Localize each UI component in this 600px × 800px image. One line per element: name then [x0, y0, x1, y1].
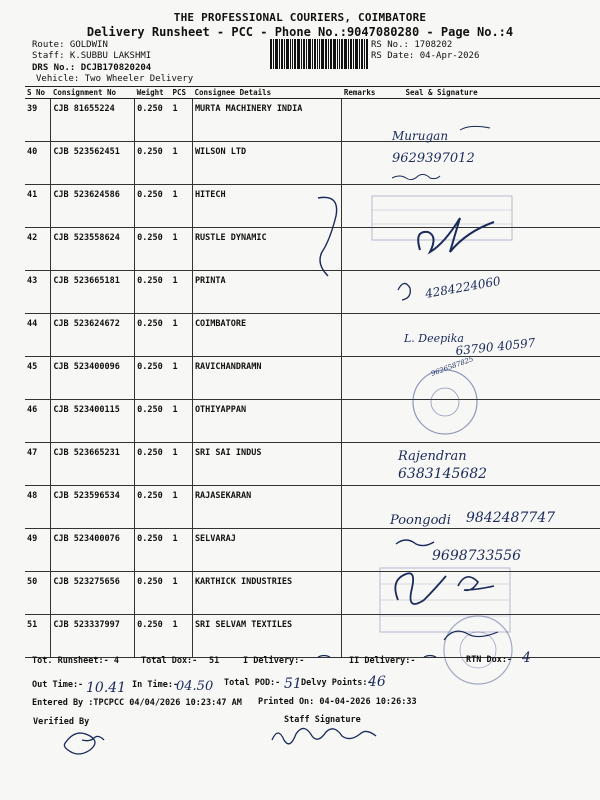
row-seal [377, 400, 600, 443]
delvy-points-label: Delvy Points:- [301, 678, 373, 688]
row-remarks [342, 271, 378, 314]
row-sno: 41 [25, 185, 51, 228]
company-title: THE PROFESSIONAL COURIERS, COIMBATORE [173, 11, 427, 24]
col-seal: Seal & Signature [377, 87, 600, 99]
row-seal [377, 142, 600, 185]
row-remarks [342, 357, 378, 400]
row-consignment: CJB 523400115 [51, 400, 135, 443]
row-remarks [342, 615, 378, 658]
row-weight: 0.250 [135, 400, 171, 443]
printed-on: Printed On: 04-04-2026 10:26:33 [258, 697, 417, 707]
row-consignment: CJB 523665181 [51, 271, 135, 314]
row-consignment: CJB 523562451 [51, 142, 135, 185]
row-remarks [342, 142, 378, 185]
delivery-table [25, 86, 600, 658]
row-pcs: 1 [171, 99, 193, 142]
row-remarks [342, 529, 378, 572]
col-consignment: Consignment No [51, 87, 135, 99]
row-weight: 0.250 [135, 486, 171, 529]
row-remarks [342, 486, 378, 529]
row-pcs: 1 [171, 615, 193, 658]
table-row [25, 400, 600, 443]
row-consignee: OTHIYAPPAN [192, 400, 341, 443]
row-pcs: 1 [171, 572, 193, 615]
row-seal [377, 314, 600, 357]
hw-in-time: 04.50 [176, 679, 214, 694]
table-header-row [25, 87, 600, 99]
hw-r48-name: Poongodi [390, 513, 451, 528]
table-row [25, 185, 600, 228]
row-sno: 42 [25, 228, 51, 271]
row-seal [377, 357, 600, 400]
row-consignee: WILSON LTD [192, 142, 341, 185]
in-time-label: In Time:- [132, 680, 179, 690]
row-seal [377, 185, 600, 228]
row-consignee: COIMBATORE [192, 314, 341, 357]
i-delivery-label: I Delivery:- [243, 656, 305, 666]
staff-signature-label: Staff Signature [284, 715, 361, 725]
col-remarks: Remarks [343, 88, 376, 97]
row-consignee: SELVARAJ [192, 529, 341, 572]
row-consignee: HITECH [192, 185, 341, 228]
row-weight: 0.250 [135, 529, 171, 572]
drs-label: DRS No.: DCJB170820204 [32, 63, 152, 73]
row-consignee: SRI SAI INDUS [192, 443, 341, 486]
row-sno: 45 [25, 357, 51, 400]
hw-verified-signature [64, 733, 104, 754]
table-row [25, 615, 600, 658]
row-consignee: RAVICHANDRAMN [192, 357, 341, 400]
total-runsheet: Tot. Runsheet:- 4 [32, 656, 119, 666]
barcode [270, 39, 368, 69]
row-sno: 44 [25, 314, 51, 357]
row-seal [377, 572, 600, 615]
row-consignment: CJB 523400076 [51, 529, 135, 572]
table-row [25, 228, 600, 271]
table-row [25, 486, 600, 529]
row-seal [377, 529, 600, 572]
route-label: Route: GOLDWIN [32, 40, 108, 50]
row-pcs: 1 [171, 529, 193, 572]
total-pod-label: Total POD:- [224, 678, 281, 688]
row-pcs: 1 [171, 357, 193, 400]
row-consignment: CJB 523275656 [51, 572, 135, 615]
row-pcs: 1 [171, 271, 193, 314]
row-seal [377, 486, 600, 529]
row-consignee: SRI SELVAM TEXTILES [192, 615, 341, 658]
hw-r44-name: L. Deepika [404, 332, 464, 345]
row-consignment: CJB 81655224 [51, 99, 135, 142]
hw-r44-phone: 63790 40597 [454, 335, 537, 358]
row-seal [377, 99, 600, 142]
table-row [25, 572, 600, 615]
row-pcs: 1 [171, 142, 193, 185]
hw-r40-phone: 9629397012 [392, 151, 475, 166]
row-consignee: MURTA MACHINERY INDIA [192, 99, 341, 142]
hw-rtn-value: 4 [522, 650, 531, 666]
row-weight: 0.250 [135, 185, 171, 228]
rtn-dox-label: RTN Dox:- [466, 655, 513, 665]
table-row [25, 142, 600, 185]
hw-r48-phone: 9842487747 [466, 510, 556, 526]
col-sno: S No [25, 87, 51, 99]
row-sno: 40 [25, 142, 51, 185]
table-row [25, 529, 600, 572]
row-weight: 0.250 [135, 357, 171, 400]
hw-r47-name: Rajendran [398, 449, 467, 464]
hw-out-time: 10.41 [86, 680, 127, 696]
hw-total-pod: 51 [284, 676, 302, 692]
row-seal [377, 271, 600, 314]
row-consignment: CJB 523400096 [51, 357, 135, 400]
col-weight: Weight [135, 87, 171, 99]
row-pcs: 1 [171, 185, 193, 228]
row-sno: 50 [25, 572, 51, 615]
table-row [25, 314, 600, 357]
table-body [25, 99, 600, 658]
table-row [25, 271, 600, 314]
row-remarks [342, 443, 378, 486]
row-consignee: RUSTLE DYNAMIC [192, 228, 341, 271]
row-consignee: KARTHICK INDUSTRIES [192, 572, 341, 615]
row-consignment: CJB 523337997 [51, 615, 135, 658]
hw-r39-name: Murugan [392, 129, 449, 143]
row-remarks [342, 99, 378, 142]
row-sno: 49 [25, 529, 51, 572]
hw-delvy-points: 46 [368, 674, 386, 690]
row-consignee: PRINTA [192, 271, 341, 314]
row-sno: 47 [25, 443, 51, 486]
table-row [25, 357, 600, 400]
row-remarks [342, 400, 378, 443]
row-pcs: 1 [171, 228, 193, 271]
row-weight: 0.250 [135, 99, 171, 142]
row-seal [377, 615, 600, 658]
row-consignee: RAJASEKARAN [192, 486, 341, 529]
hw-r43-phone: 4284224060 [424, 273, 502, 301]
row-consignment: CJB 523624586 [51, 185, 135, 228]
rs-date: RS Date: 04-Apr-2026 [371, 51, 480, 61]
rs-number: RS No.: 1708202 [371, 40, 453, 50]
row-consignment: CJB 523596534 [51, 486, 135, 529]
hw-r45-phone: 9626587825 [429, 355, 475, 378]
row-seal [377, 443, 600, 486]
row-weight: 0.250 [135, 443, 171, 486]
row-remarks [342, 314, 378, 357]
row-weight: 0.250 [135, 228, 171, 271]
row-sno: 51 [25, 615, 51, 658]
table-row [25, 99, 600, 142]
row-weight: 0.250 [135, 572, 171, 615]
total-dox-value: 51 [209, 656, 220, 666]
ii-delivery-label: II Delivery:- [349, 656, 416, 666]
col-pcs: PCS [171, 87, 193, 99]
total-dox-label: Total Dox:- [141, 656, 198, 666]
row-pcs: 1 [171, 400, 193, 443]
row-sno: 46 [25, 400, 51, 443]
table-row [25, 443, 600, 486]
row-seal [377, 228, 600, 271]
staff-label: Staff: K.SUBBU LAKSHMI [32, 51, 152, 61]
row-remarks [342, 185, 378, 228]
row-pcs: 1 [171, 314, 193, 357]
row-pcs: 1 [171, 486, 193, 529]
entered-by: Entered By :TPCPCC 04/04/2026 10:23:47 AM [32, 698, 242, 708]
row-sno: 39 [25, 99, 51, 142]
hw-staff-signature [272, 728, 376, 743]
hw-r47-phone: 6383145682 [398, 466, 488, 482]
vehicle-label: Vehicle: Two Wheeler Delivery [36, 74, 194, 84]
row-pcs: 1 [171, 443, 193, 486]
row-weight: 0.250 [135, 314, 171, 357]
row-weight: 0.250 [135, 142, 171, 185]
runsheet-subtitle: Delivery Runsheet - PCC - Phone No.:9047080280 - Page No.:4 [86, 25, 514, 39]
row-remarks [342, 572, 378, 615]
hw-r49-phone: 9698733556 [432, 548, 522, 564]
out-time-label: Out Time:- [32, 680, 84, 690]
verified-by-label: Verified By [33, 717, 90, 727]
row-weight: 0.250 [135, 615, 171, 658]
row-consignment: CJB 523558624 [51, 228, 135, 271]
row-consignment: CJB 523665231 [51, 443, 135, 486]
col-consignee: Consignee Details [192, 87, 341, 99]
row-consignment: CJB 523624672 [51, 314, 135, 357]
row-remarks [342, 228, 378, 271]
row-sno: 48 [25, 486, 51, 529]
row-weight: 0.250 [135, 271, 171, 314]
row-sno: 43 [25, 271, 51, 314]
